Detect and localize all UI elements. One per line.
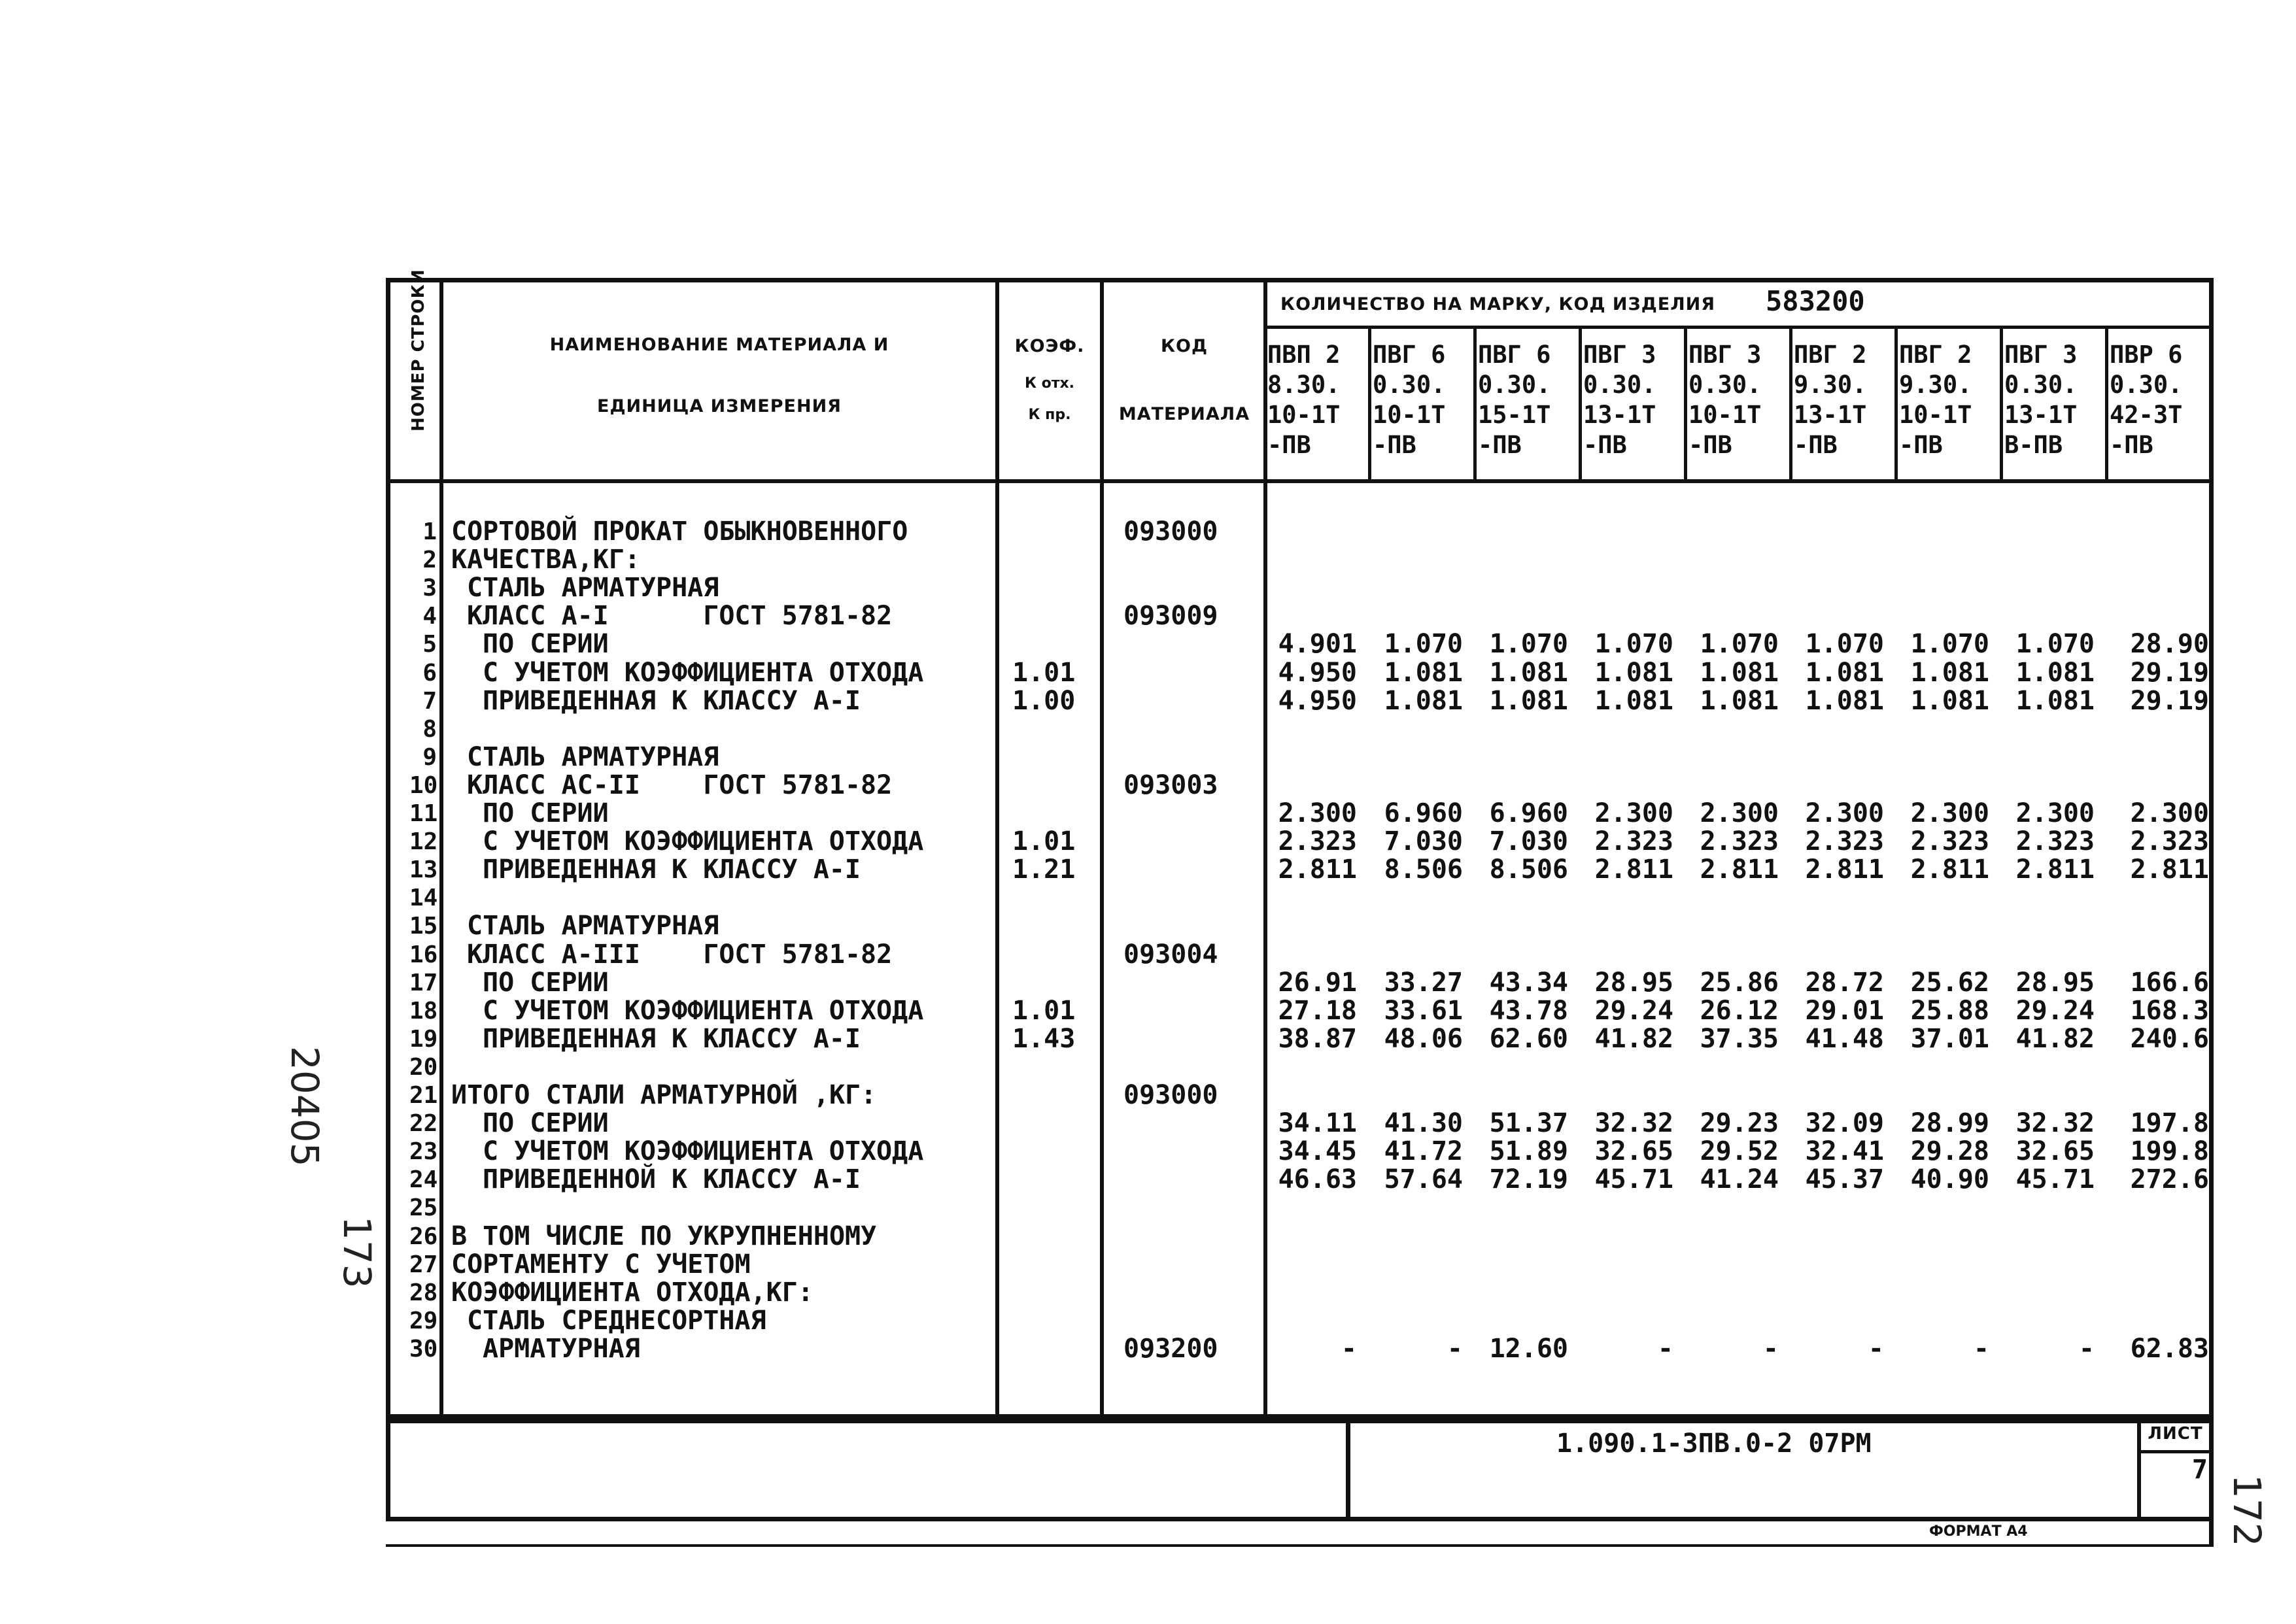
footer-divider <box>386 1414 2214 1419</box>
col-sep-rownum <box>439 278 443 1417</box>
quantity-value: 2.811 <box>1594 854 1673 885</box>
quantity-value: 34.11 <box>1278 1108 1357 1138</box>
quantity-value: 32.65 <box>1594 1136 1673 1166</box>
product-column-header-line: ПВП 2 <box>1267 341 1341 369</box>
quantity-value: 2.300 <box>2130 798 2209 828</box>
quantity-value: 29.24 <box>2015 996 2095 1026</box>
qty-col-sep-7 <box>2000 326 2003 482</box>
quantity-value: - <box>1868 1334 1884 1364</box>
code-label-line1: КОД <box>1160 336 1208 356</box>
quantity-value: 62.60 <box>1489 1024 1568 1054</box>
product-column-header-line: ПВГ 6 <box>1373 341 1446 369</box>
row-number: 27 <box>409 1251 438 1278</box>
quantity-value: 29.01 <box>1805 996 1884 1026</box>
product-column-header-line: В-ПВ <box>2004 431 2063 459</box>
quantity-value: 32.41 <box>1805 1136 1884 1166</box>
format-label: ФОРМАТ А4 <box>1929 1523 2028 1540</box>
product-column-header-line: 8.30. <box>1267 371 1341 399</box>
quantity-value: 1.081 <box>1489 658 1568 688</box>
row-number: 14 <box>409 885 438 911</box>
product-column-header-line: 13-1Т <box>1794 401 1867 429</box>
quantity-value: 1.081 <box>1489 686 1568 716</box>
product-column-header <box>1478 340 1551 460</box>
material-name: КЛАСС А-I ГОСТ 5781-82 <box>467 601 893 631</box>
row-number: 1 <box>422 518 437 545</box>
quantity-value: 28.72 <box>1805 968 1884 998</box>
quantity-value: - <box>1973 1334 1989 1364</box>
code-label-line2: МАТЕРИАЛА <box>1118 404 1250 424</box>
quantity-value: 1.081 <box>2015 686 2095 716</box>
quantity-value: 41.82 <box>2015 1024 2095 1054</box>
document-code: 1.090.1-3ПВ.0-2 07РМ <box>1556 1429 1872 1459</box>
coef-reduce-label: К пр. <box>1028 407 1071 423</box>
coefficient: 1.01 <box>1012 826 1076 856</box>
material-name: КЛАСС А-III ГОСТ 5781-82 <box>467 939 893 970</box>
quantity-value: 37.35 <box>1700 1024 1779 1054</box>
row-number: 25 <box>409 1194 438 1221</box>
quantity-value: - <box>1762 1334 1779 1364</box>
material-name: СОРТАМЕНТУ С УЧЕТОМ <box>451 1249 751 1279</box>
row-number: 20 <box>409 1054 438 1081</box>
product-column-header <box>1373 340 1445 460</box>
product-column-header-line: 0.30. <box>2004 371 2078 399</box>
product-column-header-line: -ПВ <box>2110 431 2153 459</box>
product-column-header <box>1267 340 1340 460</box>
row-number: 15 <box>409 913 438 939</box>
product-column-header-line: ПВГ 2 <box>1899 341 1972 369</box>
quantity-value: 2.300 <box>1594 798 1673 828</box>
row-number: 19 <box>409 1026 438 1053</box>
product-code: 583200 <box>1766 285 1865 317</box>
row-number: 10 <box>409 772 438 799</box>
quantity-value: 2.323 <box>1910 826 1989 856</box>
quantity-value: 41.72 <box>1384 1136 1463 1166</box>
quantity-value: 1.081 <box>1910 686 1989 716</box>
quantity-value: 29.19 <box>2130 658 2209 688</box>
quantity-value: 51.37 <box>1489 1108 1568 1138</box>
quantity-value: 199.8 <box>2130 1136 2209 1166</box>
quantity-value: 1.081 <box>1594 658 1673 688</box>
quantity-value: 197.8 <box>2130 1108 2209 1138</box>
quantity-value: 12.60 <box>1489 1334 1568 1364</box>
quantity-value: 1.081 <box>2015 658 2095 688</box>
row-number: 7 <box>422 688 437 715</box>
product-column-header-line: ПВГ 3 <box>1583 341 1656 369</box>
quantity-value: 2.300 <box>2015 798 2095 828</box>
frame-left-footer <box>386 1417 390 1521</box>
quantity-value: 25.86 <box>1700 968 1779 998</box>
material-name: ПО СЕРИИ <box>483 968 609 998</box>
product-column-header-line: ПВГ 3 <box>1688 341 1762 369</box>
material-name: С УЧЕТОМ КОЭФФИЦИЕНТА ОТХОДА <box>483 826 924 856</box>
quantity-value: 28.95 <box>2015 968 2095 998</box>
product-column-header-line: ПВГ 6 <box>1478 341 1551 369</box>
quantity-value: - <box>1447 1334 1463 1364</box>
material-name: ПО СЕРИИ <box>483 1108 609 1138</box>
name-label-line2: ЕДИНИЦА ИЗМЕРЕНИЯ <box>597 396 842 416</box>
product-column-header-line: -ПВ <box>1899 431 1943 459</box>
quantity-value: 1.081 <box>1700 686 1779 716</box>
quantity-value: 28.99 <box>1910 1108 1989 1138</box>
qty-col-sep-3 <box>1579 326 1582 482</box>
product-column-header <box>1794 340 1866 460</box>
margin-note-left-top: 20405 <box>283 1046 327 1167</box>
quantity-value: 32.65 <box>2015 1136 2095 1166</box>
product-column-header-line: ПВР 6 <box>2110 341 2183 369</box>
quantity-label: КОЛИЧЕСТВО НА МАРКУ, КОД ИЗДЕЛИЯ <box>1280 294 1716 314</box>
quantity-value: 272.6 <box>2130 1164 2209 1194</box>
quantity-value: 7.030 <box>1489 826 1568 856</box>
quantity-value: 41.30 <box>1384 1108 1463 1138</box>
title-block-bottom <box>386 1517 2214 1521</box>
quantity-value: - <box>2078 1334 2095 1364</box>
quantity-value: 2.323 <box>2130 826 2209 856</box>
row-number: 11 <box>409 800 438 827</box>
quantity-value: 2.811 <box>2130 854 2209 885</box>
quantity-value: 240.6 <box>2130 1024 2209 1054</box>
quantity-value: 2.811 <box>1700 854 1779 885</box>
coefficient: 1.21 <box>1012 854 1076 885</box>
quantity-value: 43.78 <box>1489 996 1568 1026</box>
quantity-value: 1.070 <box>1594 629 1673 659</box>
quantity-value: 33.27 <box>1384 968 1463 998</box>
quantity-value: 7.030 <box>1384 826 1463 856</box>
material-name: КЛАСС АС-II ГОСТ 5781-82 <box>467 770 893 800</box>
material-name: ПРИВЕДЕННАЯ К КЛАССУ А-I <box>483 854 861 885</box>
product-column-header-line: -ПВ <box>1583 431 1627 459</box>
quantity-value: 33.61 <box>1384 996 1463 1026</box>
quantity-value: 48.06 <box>1384 1024 1463 1054</box>
material-name: КОЭФФИЦИЕНТА ОТХОДА,КГ: <box>451 1277 814 1308</box>
quantity-value: 41.82 <box>1594 1024 1673 1054</box>
quantity-value: 2.323 <box>1805 826 1884 856</box>
material-code: 093000 <box>1123 516 1218 547</box>
quantity-value: 38.87 <box>1278 1024 1357 1054</box>
product-column-header <box>1899 340 1972 460</box>
material-code: 093004 <box>1123 939 1218 970</box>
material-code: 093003 <box>1123 770 1218 800</box>
product-column-header-line: 15-1Т <box>1478 401 1551 429</box>
quantity-value: 28.90 <box>2130 629 2209 659</box>
coefficient: 1.00 <box>1012 686 1076 716</box>
material-name: ПРИВЕДЕННАЯ К КЛАССУ А-I <box>483 686 861 716</box>
product-column-header-line: ПВГ 3 <box>2004 341 2078 369</box>
product-column-header-line: 9.30. <box>1899 371 1972 399</box>
margin-note-left-bottom: 173 <box>335 1216 379 1289</box>
product-column-header <box>2110 340 2182 460</box>
qty-col-sep-6 <box>1894 326 1898 482</box>
quantity-value: 2.300 <box>1805 798 1884 828</box>
product-column-header-line: 10-1Т <box>1899 401 1972 429</box>
row-number: 18 <box>409 998 438 1024</box>
quantity-value: 29.52 <box>1700 1136 1779 1166</box>
quantity-value: 2.811 <box>1910 854 1989 885</box>
material-name: СТАЛЬ АРМАТУРНАЯ <box>467 573 719 603</box>
product-column-header-line: 0.30. <box>1583 371 1656 399</box>
qty-col-sep-8 <box>2105 326 2108 482</box>
quantity-value: 72.19 <box>1489 1164 1568 1194</box>
product-column-header-line: -ПВ <box>1794 431 1838 459</box>
quantity-value: 32.32 <box>1594 1108 1673 1138</box>
quantity-value: 1.081 <box>1700 658 1779 688</box>
product-column-header-line: 0.30. <box>1373 371 1446 399</box>
product-column-header-line: -ПВ <box>1688 431 1732 459</box>
quantity-value: 1.081 <box>1805 686 1884 716</box>
quantity-value: 29.19 <box>2130 686 2209 716</box>
margin-note-right: 172 <box>2225 1474 2269 1547</box>
material-name: ПО СЕРИИ <box>483 629 609 659</box>
col-sep-coef <box>1100 278 1104 1417</box>
coef-label: КОЭФ. <box>1014 336 1085 356</box>
material-name: С УЧЕТОМ КОЭФФИЦИЕНТА ОТХОДА <box>483 996 924 1026</box>
quantity-value: 28.95 <box>1594 968 1673 998</box>
quantity-value: 29.23 <box>1700 1108 1779 1138</box>
product-column-header-line: 0.30. <box>2110 371 2183 399</box>
product-column-header-line: 10-1Т <box>1688 401 1762 429</box>
product-column-header <box>1688 340 1761 460</box>
row-number: 23 <box>409 1138 438 1165</box>
product-column-header-line: 10-1Т <box>1373 401 1446 429</box>
quantity-value: 1.070 <box>1384 629 1463 659</box>
quantity-value: 2.300 <box>1700 798 1779 828</box>
row-number: 29 <box>409 1308 438 1334</box>
quantity-value: 6.960 <box>1384 798 1463 828</box>
row-number: 8 <box>422 716 437 743</box>
material-name: С УЧЕТОМ КОЭФФИЦИЕНТА ОТХОДА <box>483 658 924 688</box>
quantity-value: 62.83 <box>2130 1334 2209 1364</box>
quantity-value: 1.081 <box>1805 658 1884 688</box>
row-number: 6 <box>422 660 437 686</box>
quantity-value: 29.24 <box>1594 996 1673 1026</box>
material-name: СТАЛЬ АРМАТУРНАЯ <box>467 911 719 941</box>
quantity-value: 8.506 <box>1384 854 1463 885</box>
quantity-header-divider <box>1263 326 2214 329</box>
material-name: В ТОМ ЧИСЛЕ ПО УКРУПНЕННОМУ <box>451 1221 877 1251</box>
product-column-header-line: 0.30. <box>1688 371 1762 399</box>
product-column-header-line: 13-1Т <box>1583 401 1656 429</box>
quantity-value: 1.081 <box>1384 686 1463 716</box>
product-column-header-line: 42-3Т <box>2110 401 2183 429</box>
quantity-value: - <box>1657 1334 1673 1364</box>
quantity-value: 2.811 <box>1278 854 1357 885</box>
title-block-left-border <box>1346 1417 1350 1521</box>
quantity-value: 26.12 <box>1700 996 1779 1026</box>
quantity-value: 1.070 <box>1805 629 1884 659</box>
row-number: 5 <box>422 631 437 658</box>
quantity-value: 45.71 <box>2015 1164 2095 1194</box>
sheet-box-divider <box>2137 1450 2214 1453</box>
quantity-value: 25.88 <box>1910 996 1989 1026</box>
quantity-value: 6.960 <box>1489 798 1568 828</box>
coefficient: 1.01 <box>1012 658 1076 688</box>
quantity-value: 43.34 <box>1489 968 1568 998</box>
row-number: 13 <box>409 856 438 883</box>
quantity-value: 26.91 <box>1278 968 1357 998</box>
row-number: 4 <box>422 603 437 630</box>
quantity-value: 2.323 <box>2015 826 2095 856</box>
row-number: 21 <box>409 1082 438 1109</box>
row-number: 22 <box>409 1110 438 1137</box>
header-divider <box>386 479 2214 483</box>
quantity-value: 29.28 <box>1910 1136 1989 1166</box>
quantity-value: 1.081 <box>1910 658 1989 688</box>
row-number: 16 <box>409 941 438 968</box>
name-label-line1: НАИМЕНОВАНИЕ МАТЕРИАЛА И <box>549 335 889 355</box>
coefficient: 1.43 <box>1012 1024 1076 1054</box>
quantity-value: 166.6 <box>2130 968 2209 998</box>
row-number: 26 <box>409 1223 438 1250</box>
material-code: 093009 <box>1123 601 1218 631</box>
quantity-value: 1.081 <box>1384 658 1463 688</box>
quantity-value: 4.950 <box>1278 658 1357 688</box>
quantity-value: 4.950 <box>1278 686 1357 716</box>
quantity-value: 2.811 <box>1805 854 1884 885</box>
quantity-value: 45.71 <box>1594 1164 1673 1194</box>
qty-col-sep-2 <box>1473 326 1477 482</box>
quantity-value: 2.323 <box>1594 826 1673 856</box>
quantity-value: - <box>1341 1334 1357 1364</box>
quantity-value: 32.32 <box>2015 1108 2095 1138</box>
quantity-value: 1.070 <box>1700 629 1779 659</box>
row-number: 2 <box>422 547 437 573</box>
sheet-number: 7 <box>2191 1455 2208 1485</box>
row-number-label: НОМЕР СТРОКИ <box>409 269 428 431</box>
product-column-header-line: 9.30. <box>1794 371 1867 399</box>
bottom-rule <box>386 1544 2214 1547</box>
row-number: 30 <box>409 1336 438 1362</box>
qty-col-sep-4 <box>1684 326 1687 482</box>
product-column-header-line: -ПВ <box>1478 431 1522 459</box>
row-number: 28 <box>409 1279 438 1306</box>
quantity-value: 37.01 <box>1910 1024 1989 1054</box>
material-code: 093000 <box>1123 1080 1218 1110</box>
qty-col-sep-1 <box>1368 326 1371 482</box>
material-name: АРМАТУРНАЯ <box>483 1334 640 1364</box>
material-code: 093200 <box>1123 1334 1218 1364</box>
sheet-label: ЛИСТ <box>2148 1424 2203 1444</box>
quantity-value: 57.64 <box>1384 1164 1463 1194</box>
product-column-header <box>2004 340 2077 460</box>
row-number: 3 <box>422 575 437 601</box>
quantity-value: 45.37 <box>1805 1164 1884 1194</box>
material-name: СТАЛЬ СРЕДНЕСОРТНАЯ <box>467 1306 766 1336</box>
quantity-value: 32.09 <box>1805 1108 1884 1138</box>
quantity-value: 27.18 <box>1278 996 1357 1026</box>
col-sep-name <box>995 278 999 1417</box>
material-name: СОРТОВОЙ ПРОКАТ ОБЫКНОВЕННОГО <box>451 516 908 547</box>
product-column-header-line: -ПВ <box>1373 431 1416 459</box>
row-number: 17 <box>409 970 438 996</box>
row-number: 12 <box>409 828 438 855</box>
quantity-value: 2.300 <box>1278 798 1357 828</box>
quantity-value: 51.89 <box>1489 1136 1568 1166</box>
material-name: КАЧЕСТВА,КГ: <box>451 545 640 575</box>
product-column-header-line: 13-1Т <box>2004 401 2078 429</box>
material-name: ИТОГО СТАЛИ АРМАТУРНОЙ ,КГ: <box>451 1080 877 1110</box>
material-name: С УЧЕТОМ КОЭФФИЦИЕНТА ОТХОДА <box>483 1136 924 1166</box>
product-column-header-line: 10-1Т <box>1267 401 1341 429</box>
quantity-value: 41.24 <box>1700 1164 1779 1194</box>
material-name: СТАЛЬ АРМАТУРНАЯ <box>467 742 719 772</box>
row-number: 9 <box>422 744 437 771</box>
quantity-value: 34.45 <box>1278 1136 1357 1166</box>
quantity-value: 41.48 <box>1805 1024 1884 1054</box>
quantity-value: 8.506 <box>1489 854 1568 885</box>
coef-waste-label: К отх. <box>1024 375 1075 392</box>
quantity-value: 1.081 <box>1594 686 1673 716</box>
quantity-value: 2.300 <box>1910 798 1989 828</box>
quantity-value: 2.323 <box>1278 826 1357 856</box>
quantity-value: 1.070 <box>1489 629 1568 659</box>
quantity-value: 4.901 <box>1278 629 1357 659</box>
material-name: ПРИВЕДЕННАЯ К КЛАССУ А-I <box>483 1024 861 1054</box>
quantity-value: 2.811 <box>2015 854 2095 885</box>
quantity-value: 46.63 <box>1278 1164 1357 1194</box>
product-column-header-line: -ПВ <box>1267 431 1311 459</box>
quantity-value: 1.070 <box>2015 629 2095 659</box>
product-column-header-line: ПВГ 2 <box>1794 341 1867 369</box>
quantity-value: 2.323 <box>1700 826 1779 856</box>
product-column-header-line: 0.30. <box>1478 371 1551 399</box>
coefficient: 1.01 <box>1012 996 1076 1026</box>
row-number: 24 <box>409 1166 438 1193</box>
quantity-value: 168.3 <box>2130 996 2209 1026</box>
quantity-value: 1.070 <box>1910 629 1989 659</box>
quantity-value: 25.62 <box>1910 968 1989 998</box>
quantity-value: 40.90 <box>1910 1164 1989 1194</box>
material-name: ПРИВЕДЕННОЙ К КЛАССУ А-I <box>483 1164 861 1194</box>
product-column-header <box>1583 340 1656 460</box>
qty-col-sep-5 <box>1789 326 1792 482</box>
material-name: ПО СЕРИИ <box>483 798 609 828</box>
